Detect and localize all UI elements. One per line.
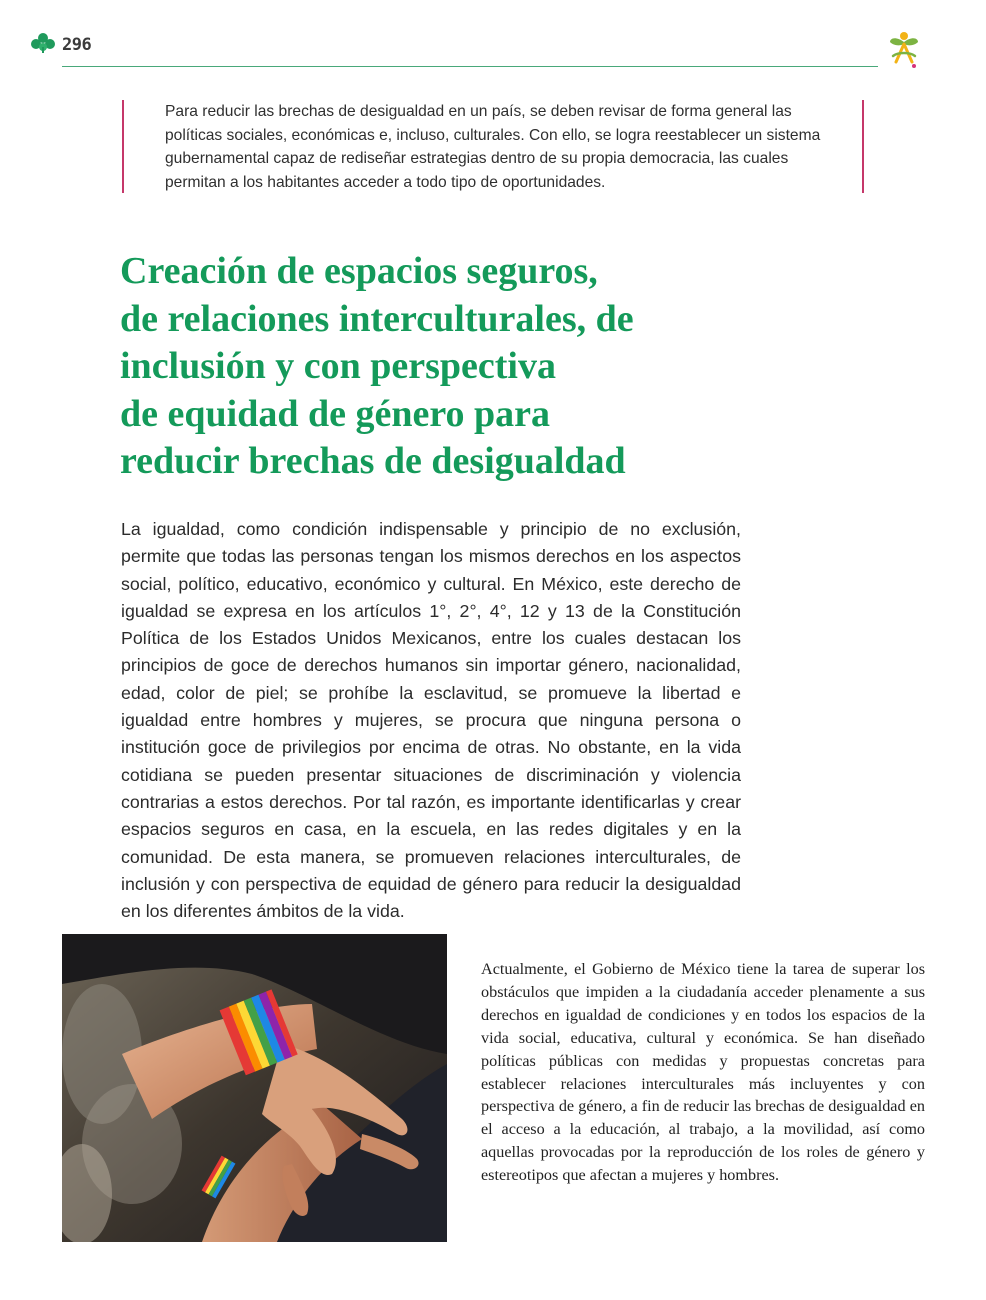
header-rule [62, 66, 878, 67]
heading-line: inclusión y con perspectiva [120, 345, 556, 387]
page-number: 296 [62, 35, 92, 55]
body-paragraph: La igualdad, como condición indispensable y principio de no exclusión, permite que todas las personas tengan los mismos derechos en los aspectos social, político, educativo, económico y cultural. En México, este derecho de igualdad se expresa en los artículos 1°, 2°, 4°, 12 y 13 de la Constitución Política de los Estados Unidos Mexicanos, entre los cuales destacan los principios de goce de derechos humanos sin importar género, nacionalidad, edad, color de piel; se prohíbe la esclavitud, se promueve la libertad e igualdad entre hombres y mujeres, se procura que ninguna persona o institución goce de privilegios por encima de otras. No obstante, en la vida cotidiana se pueden presentar situaciones de discriminación y violencia contrarias a estos derechos. Por tal razón, es importante identificarlas y crear espacios seguros en casa, en la escuela, en las redes digitales y en la comunidad. De esta manera, se promueven relaciones interculturales, de inclusión y con perspectiva de equidad de género para reducir la desigualdad en los diferentes ámbitos de la vida. [121, 519, 741, 922]
callout-right-bar [862, 100, 864, 193]
sprout-figure-logo-icon [884, 30, 924, 74]
section-heading [120, 248, 760, 486]
leaf-cluster-icon [30, 32, 56, 58]
page-header [30, 32, 91, 58]
side-paragraph: Actualmente, el Gobierno de México tiene la tarea de superar los obstáculos que impiden a la ciudadanía acceder plenamente a sus derechos en igualdad de condiciones y en todos los espacios de la vida social, educativa, cultural y económica. Se han diseñado políticas públicas con medidas y propuestas concretas para establecer relaciones interculturales más incluyentes y con perspectiva de género, a fin de reducir las brechas de desigualdad en el acceso a la educación, al trabajo, a la movilidad, así como aquellas provocadas por la reproducción de los roles de género y estereotipos que afectan a mujeres y hombres. [481, 960, 925, 1185]
callout-text: Para reducir las brechas de desigualdad en un país, se deben revisar de forma general las políticas sociales, económicas e, incluso, culturales. Con ello, se logra reestablecer un sistema gubernamental capaz de rediseñar estrategias dentro de su propia democracia, las cuales permitan a los habitantes acceder a todo tipo de oportunidades. [165, 103, 821, 191]
heading-line: de equidad de género para [120, 392, 551, 435]
heading-line: Creación de espacios seguros, [120, 250, 598, 292]
callout-left-bar [122, 100, 124, 193]
heading-line: reducir brechas de desigualdad [120, 440, 626, 482]
hands-rainbow-bracelet-photo [62, 934, 447, 1242]
heading-line: de relaciones interculturales, de [120, 297, 634, 340]
callout-box [122, 100, 864, 193]
